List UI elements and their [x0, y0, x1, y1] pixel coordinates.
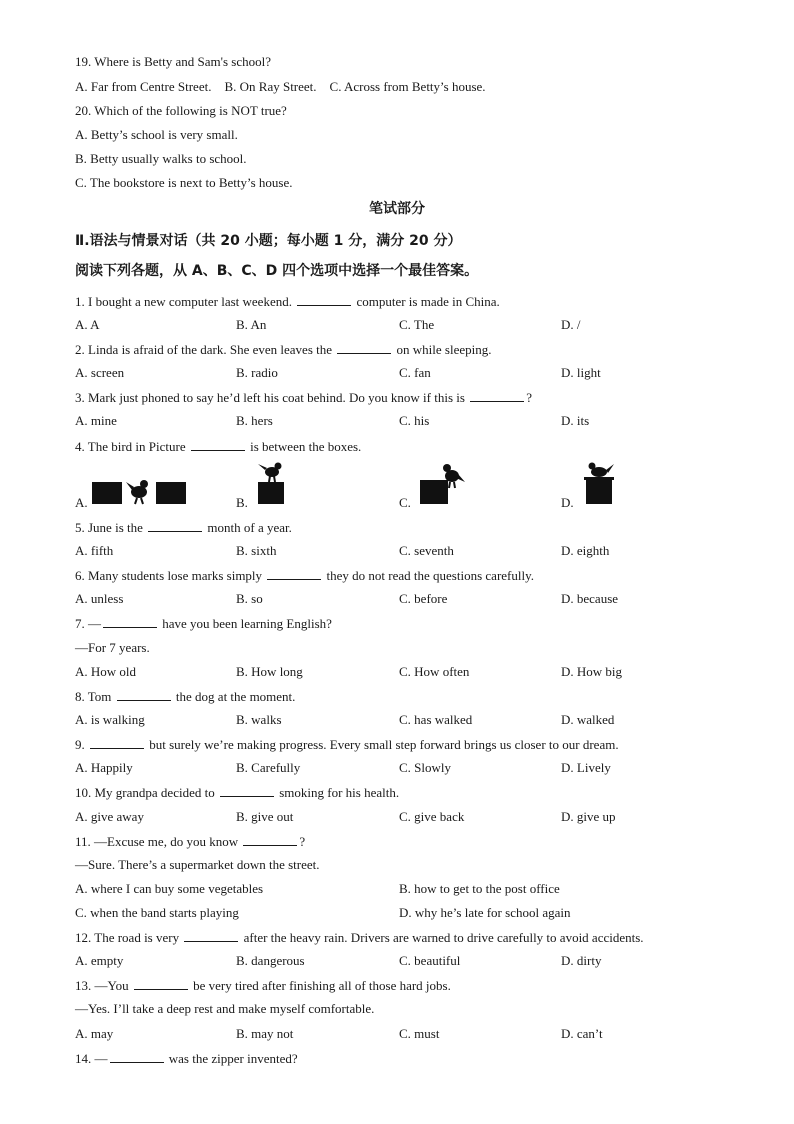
dialogue-reply: —Yes. I’ll take a deep rest and make myself comfortable. [75, 1001, 375, 1016]
option-a: A. unless [75, 591, 124, 606]
dialogue-reply: —Sure. There’s a supermarket down the street. [75, 857, 320, 872]
question-14: 14. — was the zipper invented? [75, 1051, 298, 1066]
option-a: A. is walking [75, 712, 145, 727]
option-b: B. give out [236, 809, 294, 824]
option-d: D. / [561, 317, 581, 332]
option-c: C. [399, 495, 411, 510]
option-a: A. fifth [75, 543, 114, 558]
instruction: 阅读下列各题，从 A、B、C、D 四个选项中选择一个最佳答案。 [75, 263, 479, 279]
option-c: C. Slowly [399, 760, 452, 775]
option-c: C. Across from Betty’s house. [329, 79, 486, 94]
option-d: D. dirty [561, 953, 602, 968]
option-d: D. because [561, 591, 619, 606]
option-a: A. Far from Centre Street. [75, 79, 212, 94]
option-d: D. why he’s late for school again [399, 905, 571, 920]
question-12: 12. The road is very after the heavy rain. Drivers are warned to drive carefully to avoid accidents. [75, 930, 644, 945]
option-b: B. walks [236, 712, 282, 727]
option-d: D. eighth [561, 543, 610, 558]
question-19-options [75, 79, 486, 95]
question-13: 13. —You be very tired after finishing all of those hard jobs. [75, 978, 451, 993]
answer-blank [103, 615, 157, 628]
answer-blank [134, 977, 188, 990]
answer-blank [470, 389, 524, 402]
picture-bird-beside-box [418, 462, 468, 506]
answer-blank [267, 567, 321, 580]
option-c: C. How often [399, 664, 470, 679]
option-b: B. Betty usually walks to school. [75, 151, 247, 166]
option-c: C. give back [399, 809, 465, 824]
option-b: B. dangerous [236, 953, 305, 968]
question-1: 1. I bought a new computer last weekend. computer is made in China. [75, 294, 500, 309]
question-6: 6. Many students lose marks simply they do not read the questions carefully. [75, 568, 535, 583]
option-a: A. may [75, 1026, 114, 1041]
answer-blank [220, 784, 274, 797]
option-b: B. sixth [236, 543, 277, 558]
question-7: 7. — have you been learning English? [75, 616, 332, 631]
option-b: B. so [236, 591, 263, 606]
option-c: C. seventh [399, 543, 454, 558]
option-c: C. The bookstore is next to Betty’s house. [75, 175, 293, 190]
option-d: D. give up [561, 809, 616, 824]
answer-blank [90, 736, 144, 749]
option-b: B. radio [236, 365, 278, 380]
answer-blank [337, 341, 391, 354]
option-c: C. must [399, 1026, 440, 1041]
option-b: B. [236, 495, 248, 510]
question-5: 5. June is the month of a year. [75, 520, 292, 535]
option-a: A. [75, 495, 88, 510]
option-c: C. The [399, 317, 435, 332]
option-a: A. How old [75, 664, 137, 679]
option-b: B. An [236, 317, 267, 332]
option-a: A. screen [75, 365, 125, 380]
answer-blank [184, 929, 238, 942]
option-c: C. when the band starts playing [75, 905, 239, 920]
picture-bird-on-box [252, 460, 292, 506]
option-d: D. Lively [561, 760, 611, 775]
option-b: B. On Ray Street. [224, 79, 317, 94]
option-d: D. light [561, 365, 601, 380]
option-c: C. before [399, 591, 448, 606]
section-title: 笔试部分 [369, 201, 425, 217]
question-9: 9. but surely we’re making progress. Every small step forward brings us closer to our dream. [75, 737, 619, 752]
question-2: 2. Linda is afraid of the dark. She even leaves the on while sleeping. [75, 342, 492, 357]
option-c: C. has walked [399, 712, 473, 727]
dialogue-reply: —For 7 years. [75, 640, 150, 655]
answer-blank [110, 1050, 164, 1063]
option-d: D. its [561, 413, 590, 428]
question-4: 4. The bird in Picture is between the boxes. [75, 439, 362, 454]
option-a: A. Happily [75, 760, 133, 775]
question-20: 20. Which of the following is NOT true? [75, 103, 287, 118]
option-b: B. how to get to the post office [399, 881, 560, 896]
option-a: A. Betty’s school is very small. [75, 127, 238, 142]
option-a: A. empty [75, 953, 124, 968]
question-11: 11. —Excuse me, do you know ? [75, 834, 306, 849]
option-a: A. mine [75, 413, 117, 428]
answer-blank [117, 688, 171, 701]
option-d: D. How big [561, 664, 623, 679]
picture-bird-in-box [580, 460, 620, 506]
option-a: A. A [75, 317, 100, 332]
option-a: A. where I can buy some vegetables [75, 881, 264, 896]
option-b: B. may not [236, 1026, 294, 1041]
option-c: C. his [399, 413, 430, 428]
option-d: D. walked [561, 712, 615, 727]
answer-blank [191, 438, 245, 451]
part-title: Ⅱ.语法与情景对话（共 20 小题；每小题 1 分，满分 20 分） [75, 233, 462, 249]
answer-blank [243, 833, 297, 846]
question-8: 8. Tom the dog at the moment. [75, 689, 296, 704]
option-c: C. beautiful [399, 953, 461, 968]
option-b: B. How long [236, 664, 303, 679]
option-d: D. can’t [561, 1026, 603, 1041]
option-d: D. [561, 495, 574, 510]
option-a: A. give away [75, 809, 144, 824]
option-b: B. Carefully [236, 760, 301, 775]
question-19: 19. Where is Betty and Sam's school? [75, 54, 271, 69]
answer-blank [148, 519, 202, 532]
picture-bird-between-boxes [90, 470, 190, 506]
option-b: B. hers [236, 413, 273, 428]
question-10: 10. My grandpa decided to smoking for his health. [75, 785, 400, 800]
answer-blank [297, 293, 351, 306]
question-3: 3. Mark just phoned to say he’d left his coat behind. Do you know if this is ? [75, 390, 532, 405]
option-c: C. fan [399, 365, 431, 380]
